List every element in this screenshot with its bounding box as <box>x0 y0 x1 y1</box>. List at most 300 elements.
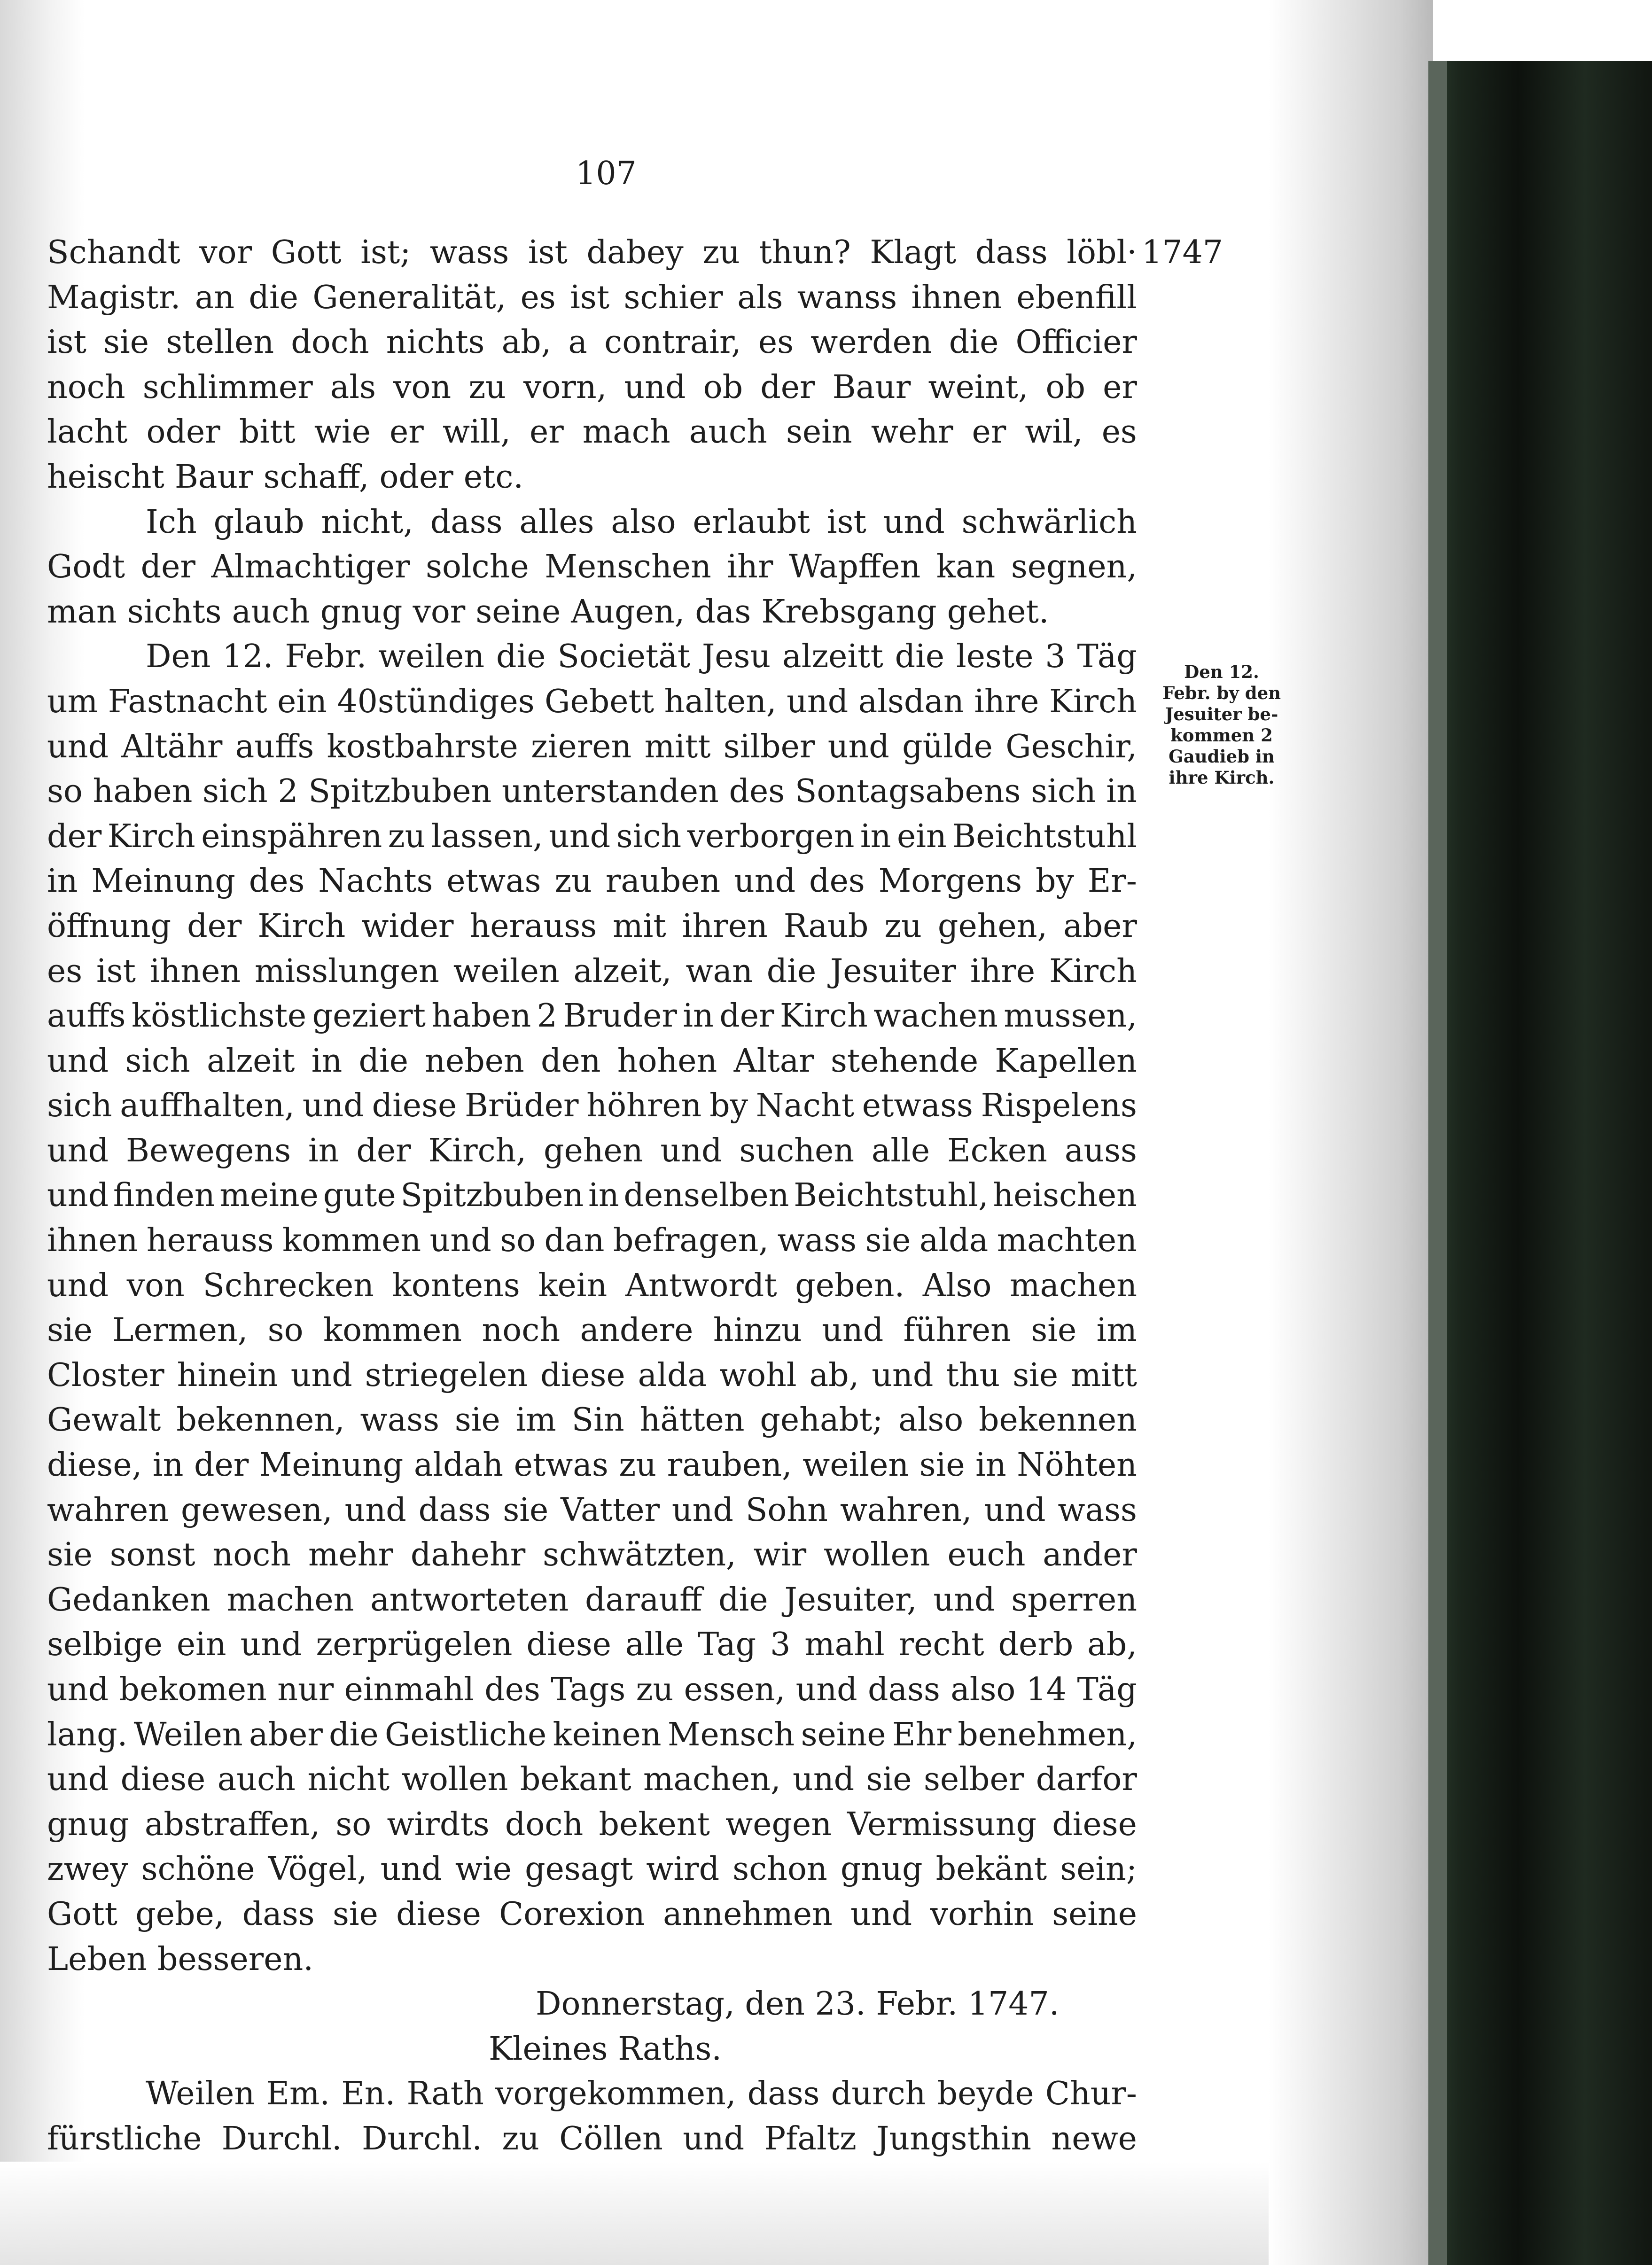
word: der <box>187 907 242 945</box>
word: schöne <box>141 1851 255 1888</box>
word: darfor <box>1036 1761 1137 1798</box>
word: zieren <box>530 728 632 765</box>
word: wanss <box>797 279 897 316</box>
text-line <box>47 1533 1137 1578</box>
word: von <box>126 1267 185 1304</box>
word: zu <box>388 817 426 855</box>
word: auss <box>1064 1132 1137 1169</box>
word: Menschen <box>545 548 711 586</box>
word: 3 <box>1045 638 1066 676</box>
word: kostbahrste <box>327 728 518 765</box>
word: bekennen, <box>176 1401 345 1439</box>
word: Vögel, <box>268 1851 367 1888</box>
word: by <box>1035 863 1074 900</box>
word: alle <box>871 1132 930 1169</box>
text-line <box>47 769 1137 814</box>
word: diese <box>540 1356 625 1394</box>
word: Meinung <box>259 1447 404 1484</box>
word: ist <box>47 324 86 361</box>
word: schaff, <box>263 458 369 496</box>
word: Kirch <box>1049 952 1137 990</box>
word: und <box>683 2120 745 2157</box>
word: diese <box>1052 1806 1137 1843</box>
word: geziert <box>312 997 426 1035</box>
word: zerprügelen <box>316 1626 513 1664</box>
word: sich <box>47 1087 112 1125</box>
word: noch <box>482 1312 561 1349</box>
word: Lermen, <box>112 1312 248 1349</box>
word: in <box>1106 773 1137 810</box>
word: Gewalt <box>47 1401 161 1439</box>
margin-note-line: ihre Kirch. <box>1169 767 1275 788</box>
margin-note-line: Gaudieb in <box>1169 746 1275 767</box>
body-text <box>47 230 1137 2162</box>
word: ein <box>277 683 327 720</box>
word: etwas <box>446 863 541 900</box>
word: nicht, <box>321 503 413 541</box>
word: es <box>47 952 83 990</box>
word: haben <box>93 773 193 810</box>
word: bekant <box>520 1761 631 1798</box>
word: zu <box>554 863 592 900</box>
text-line <box>47 1667 1137 1712</box>
text-line <box>47 2071 1137 2117</box>
word: ab, <box>1087 1626 1137 1664</box>
word: Gebett <box>545 683 655 720</box>
word: auch <box>232 593 310 630</box>
word: a <box>568 324 587 361</box>
word: 2 <box>278 773 298 810</box>
word: Febr. <box>285 638 367 676</box>
word: Geschir, <box>1005 728 1137 765</box>
word: es <box>520 279 556 316</box>
margin-year: 1747 <box>1142 234 1223 271</box>
word: kontens <box>392 1267 520 1304</box>
word: nur <box>277 1671 334 1708</box>
word: ebenfill <box>1016 279 1137 316</box>
word: Spitzbuben <box>400 1177 584 1214</box>
word: machen <box>226 1581 354 1619</box>
word: wass <box>360 1401 440 1439</box>
word: gewesen, <box>180 1491 333 1529</box>
word: gehabt; <box>760 1401 883 1439</box>
word: zu <box>468 368 506 406</box>
word: 12. <box>222 638 273 676</box>
word: mach <box>582 413 670 451</box>
word: man <box>47 593 117 630</box>
word: ihre <box>974 683 1039 720</box>
word: vorhin <box>930 1895 1034 1933</box>
word: Beichtstuhl, <box>794 1177 989 1214</box>
text-line <box>47 859 1137 904</box>
word: sie <box>866 1761 912 1798</box>
word: Sontagsabens <box>795 773 1021 810</box>
word: 40stündiges <box>337 683 535 720</box>
word: führen <box>903 1312 1011 1349</box>
word: wass <box>1058 1491 1137 1529</box>
word: ab, <box>501 324 552 361</box>
word: die <box>718 1581 768 1619</box>
word: nicht <box>307 1761 390 1798</box>
word: Jungsthin <box>876 2120 1032 2157</box>
text-line <box>47 1892 1137 1937</box>
page-number: 107 <box>576 155 637 192</box>
word: hinzu <box>713 1312 802 1349</box>
word: auffhalten, <box>120 1087 295 1125</box>
word: Er- <box>1087 863 1137 900</box>
book-spine <box>1428 61 1652 2265</box>
text-line <box>47 1802 1137 1847</box>
word: wass <box>777 1222 857 1260</box>
text-line <box>47 1129 1137 1174</box>
word: Kirch <box>257 907 346 945</box>
word: dan <box>544 1222 605 1260</box>
word: thun? <box>759 234 851 271</box>
book-spine-edge <box>1428 61 1447 2265</box>
word: Den <box>146 638 211 676</box>
word: Antwordt <box>625 1267 777 1304</box>
word: und <box>984 1491 1046 1529</box>
word: und <box>734 863 796 900</box>
word: sie <box>919 1447 965 1484</box>
word: sie <box>1013 1356 1059 1394</box>
word: Sohn <box>745 1491 828 1529</box>
word: auch <box>217 1761 296 1798</box>
word: besseren. <box>157 1940 313 1978</box>
word: die <box>895 638 945 676</box>
word: bekennen <box>979 1401 1137 1439</box>
word: hohen <box>617 1042 717 1080</box>
word: Bewegens <box>125 1132 291 1169</box>
word: Also <box>922 1267 992 1304</box>
word: wohl <box>719 1356 797 1394</box>
text-line <box>47 724 1137 770</box>
text-line <box>47 365 1137 410</box>
word: den <box>541 1042 601 1080</box>
text-line <box>47 500 1137 545</box>
word: ein <box>896 817 947 855</box>
word: Closter <box>47 1356 164 1394</box>
word: und <box>850 1895 912 1933</box>
word: dass <box>242 1895 315 1933</box>
word: also <box>898 1401 964 1439</box>
word: in <box>975 1447 1006 1484</box>
word: so <box>500 1222 536 1260</box>
text-line <box>47 1308 1137 1353</box>
margin-note <box>1149 662 1294 788</box>
word: Corexion <box>499 1895 645 1933</box>
word: verborgen <box>687 817 855 855</box>
word: Weilen <box>133 1716 243 1753</box>
word: wahren, <box>840 1491 972 1529</box>
word: Vatter <box>561 1491 660 1529</box>
word: andere <box>580 1312 694 1349</box>
word: und <box>660 1132 722 1169</box>
word: ist <box>826 503 866 541</box>
word: in <box>47 863 78 900</box>
word: Pfaltz <box>764 2120 857 2157</box>
word: Gott <box>47 1895 117 1933</box>
word: und <box>795 1671 857 1708</box>
word: wachen <box>873 997 998 1035</box>
word: machen, <box>643 1761 781 1798</box>
word: ist <box>528 234 568 271</box>
word: rauben, <box>667 1447 792 1484</box>
word: wass <box>429 234 509 271</box>
word: und <box>47 728 109 765</box>
word: Durchl. <box>361 2120 483 2157</box>
word: und <box>933 1581 995 1619</box>
word: neben <box>425 1042 524 1080</box>
word: Gott <box>271 234 342 271</box>
word: befragen, <box>613 1222 769 1260</box>
word: herauss <box>146 1222 274 1260</box>
text-line <box>47 2117 1137 2162</box>
word: einspähren <box>201 817 382 855</box>
word: im <box>1096 1312 1137 1349</box>
word: von <box>393 368 452 406</box>
word: Rath <box>406 2075 484 2113</box>
word: 2 <box>537 997 557 1035</box>
text-line <box>47 949 1137 994</box>
word: um <box>47 683 98 720</box>
word: und <box>822 1312 884 1349</box>
word: Rispelens <box>981 1087 1137 1125</box>
word: die <box>496 638 546 676</box>
word: wie <box>455 1851 512 1888</box>
word: Schandt <box>47 234 180 271</box>
word: kommen <box>282 1222 421 1260</box>
word: doch <box>291 324 369 361</box>
word: zu <box>884 907 922 945</box>
word: Täg <box>1077 1671 1137 1708</box>
word: suchen <box>739 1132 854 1169</box>
text-line <box>47 1173 1137 1218</box>
word: silber <box>723 728 815 765</box>
word: machen <box>1010 1267 1137 1304</box>
word: lacht <box>47 413 128 451</box>
word: Spitzbuben <box>308 773 492 810</box>
word: wil, <box>1025 413 1083 451</box>
word: gehen <box>543 1132 643 1169</box>
word: seine <box>475 593 561 630</box>
word: Magistr. <box>47 279 181 316</box>
word: alda <box>638 1356 707 1394</box>
word: löbl· <box>1067 234 1137 271</box>
word: und <box>380 1851 442 1888</box>
word: der <box>47 817 102 855</box>
word: dass <box>747 2075 820 2113</box>
word: gebe, <box>135 1895 225 1933</box>
word: noch <box>47 368 125 406</box>
word: Täg <box>1077 638 1137 676</box>
word: Em. <box>266 2075 330 2113</box>
word: mahl <box>804 1626 885 1664</box>
word: gnug <box>47 1806 129 1843</box>
word: ist; <box>360 234 411 271</box>
word: und <box>240 1626 302 1664</box>
word: annehmen <box>663 1895 833 1933</box>
word: und <box>883 503 945 541</box>
word: vor <box>413 593 466 630</box>
word: zwey <box>47 1851 128 1888</box>
word: aber <box>1063 907 1137 945</box>
word: das <box>695 593 751 630</box>
word: Ecken <box>947 1132 1047 1169</box>
word: oder <box>146 413 220 451</box>
word: ihnen <box>47 1222 138 1260</box>
word: euch <box>947 1536 1026 1574</box>
word: aber <box>249 1716 323 1753</box>
text-line <box>47 1218 1137 1263</box>
margin-note-line: Febr. by den <box>1162 683 1281 703</box>
word: etc. <box>463 458 524 496</box>
word: sie <box>454 1401 500 1439</box>
word: gülde <box>902 728 993 765</box>
word: gehet. <box>947 593 1049 630</box>
word: Schrecken <box>203 1267 374 1304</box>
word: finden <box>113 1177 215 1214</box>
word: dass <box>975 234 1048 271</box>
word: Kapellen <box>995 1042 1137 1080</box>
word: Kirch, <box>428 1132 527 1169</box>
word: als <box>737 279 783 316</box>
text-line <box>47 455 1137 500</box>
word: glaub <box>213 503 304 541</box>
word: sie <box>1031 1312 1077 1349</box>
word: Beichtstuhl <box>952 817 1137 855</box>
margin-note-line: Den 12. <box>1184 662 1259 682</box>
word: zu <box>619 1447 657 1484</box>
word: hätten <box>639 1401 745 1439</box>
word: er <box>529 413 564 451</box>
word: diese <box>120 1761 206 1798</box>
word: und <box>302 1087 364 1125</box>
word: und <box>47 1132 109 1169</box>
gutter-shadow <box>1269 0 1433 2265</box>
word: dass <box>430 503 503 541</box>
word: und <box>827 728 889 765</box>
word: schwätzten, <box>543 1536 736 1574</box>
word: also <box>951 1671 1016 1708</box>
word: essen, <box>684 1671 786 1708</box>
word: kommen <box>323 1312 462 1349</box>
word: des <box>809 863 865 900</box>
word: sein <box>786 413 852 451</box>
word: misslungen <box>254 952 439 990</box>
word: und <box>47 1177 109 1214</box>
word: ihnen <box>149 952 241 990</box>
word: in <box>308 1132 339 1169</box>
word: und <box>872 1356 934 1394</box>
word: Tag <box>698 1626 756 1664</box>
word: und <box>671 1491 733 1529</box>
page-bottom-shadow <box>0 2162 1410 2265</box>
word: so <box>267 1312 304 1349</box>
word: der <box>194 1447 249 1484</box>
word: meine <box>219 1177 319 1214</box>
word: wollen <box>823 1536 930 1574</box>
word: Kirch <box>1049 683 1137 720</box>
text-line <box>47 1353 1137 1398</box>
word: etwass <box>862 1087 973 1125</box>
word: sein; <box>1060 1851 1137 1888</box>
word: Raub <box>783 907 869 945</box>
word: mitt <box>644 728 711 765</box>
word: es <box>1101 413 1137 451</box>
text-line <box>47 1937 1137 1982</box>
word: in <box>683 997 714 1035</box>
word: bekomen <box>119 1671 267 1708</box>
word: er <box>972 413 1006 451</box>
word: mehr <box>308 1536 393 1574</box>
word: höhren <box>586 1087 702 1125</box>
word: dass <box>418 1491 491 1529</box>
word: erlaubt <box>693 503 810 541</box>
word: Baur <box>174 458 253 496</box>
word: vorgekommen, <box>495 2075 736 2113</box>
word: dass <box>868 1671 940 1708</box>
word: er <box>390 413 424 451</box>
margin-note-line: Jesuiter be- <box>1165 704 1278 724</box>
word: mussen, <box>1004 997 1137 1035</box>
word: Geistliche <box>385 1716 547 1753</box>
word: gehen, <box>937 907 1048 945</box>
word: weint, <box>928 368 1029 406</box>
word: gnug <box>320 593 403 630</box>
word: des <box>729 773 785 810</box>
word: beyde <box>937 2075 1034 2113</box>
word: so <box>335 1806 372 1843</box>
word: sie <box>103 324 149 361</box>
word: kein <box>538 1267 608 1304</box>
word: werden <box>810 324 932 361</box>
word: Generalität, <box>312 279 507 316</box>
word: alles <box>519 503 594 541</box>
word: Weilen <box>146 2075 255 2113</box>
word: Tags <box>551 1671 626 1708</box>
word: gute <box>323 1177 396 1214</box>
word: öffnung <box>47 907 171 945</box>
word: rauben <box>605 863 721 900</box>
word: weilen <box>803 1447 909 1484</box>
word: sonst <box>109 1536 195 1574</box>
word: köstlichste <box>131 997 307 1035</box>
word: und <box>793 1761 855 1798</box>
word: Ehr <box>892 1716 951 1753</box>
word: sie <box>332 1895 378 1933</box>
word: Kirch <box>107 817 195 855</box>
word: zu <box>702 234 740 271</box>
word: wahren <box>47 1491 169 1529</box>
text-line <box>47 275 1137 320</box>
word: und <box>47 1267 109 1304</box>
entry-date: Donnerstag, den 23. Febr. 1747. <box>536 1985 1060 2023</box>
word: seine <box>801 1716 886 1753</box>
word: stehende <box>831 1042 979 1080</box>
text-line <box>47 814 1137 859</box>
word: Bruder <box>563 997 677 1035</box>
text-line <box>47 994 1137 1039</box>
word: solche <box>426 548 529 586</box>
word: ob <box>1045 368 1085 406</box>
word: wider <box>361 907 454 945</box>
text-line <box>47 545 1137 590</box>
word: weilen <box>378 638 485 676</box>
word: sichts <box>127 593 222 630</box>
text-line <box>47 1398 1137 1443</box>
word: also <box>611 503 676 541</box>
